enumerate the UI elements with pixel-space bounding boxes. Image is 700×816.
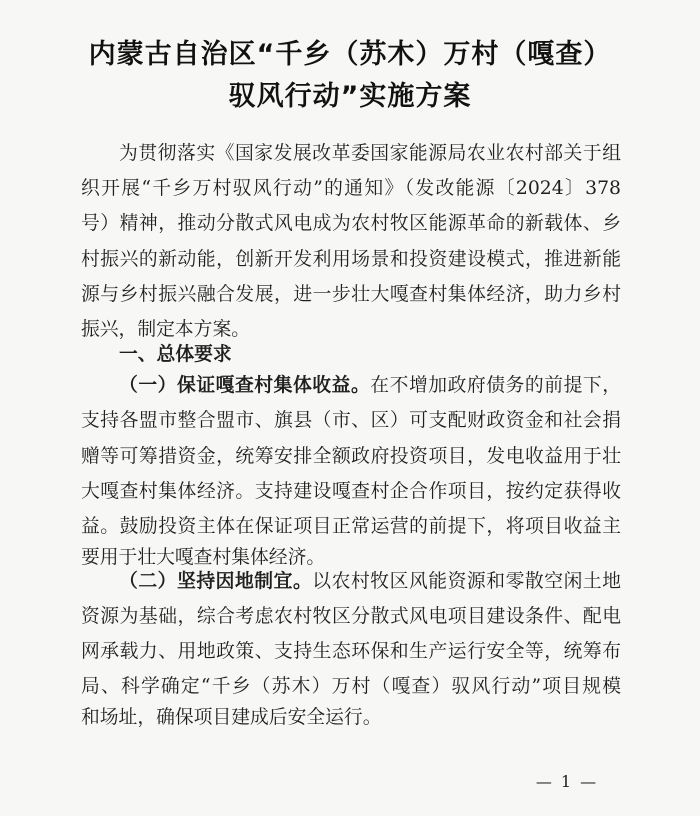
item2-line: 资源为基础，综合考虑农村牧区分散式风电项目建设条件、配电 [81, 606, 621, 627]
item1-first-line [119, 371, 621, 401]
item1-line: 益。鼓励投资主体在保证项目正常运营的前提下，将项目收益主 [81, 516, 621, 537]
item1-lead: （一）保证嘎查村集体收益。 [119, 375, 371, 396]
item2-lead: （二）坚持因地制宜。 [119, 571, 313, 592]
item2-line: 局、科学确定“千乡（苏木）万村（嘎查）驭风行动”项目规模 [81, 676, 621, 697]
section-heading: 一、总体要求 [119, 344, 232, 365]
document-title-line2: 驭风行动”实施方案 [228, 81, 472, 112]
page-number: — 1 — [535, 772, 599, 791]
item2-line: 网承载力、用地政策、支持生态环保和生产运行安全等，统筹布 [81, 641, 621, 662]
intro-line: 号）精神，推动分散式风电成为农村牧区能源革命的新载体、乡 [81, 213, 621, 234]
item1-line: 大嘎查村集体经济。支持建设嘎查村企合作项目，按约定获得收 [81, 481, 621, 502]
intro-line: 源与乡村振兴融合发展，进一步壮大嘎查村集体经济，助力乡村 [81, 284, 621, 305]
item2-first-line-rest: 以农村牧区风能资源和零散空闲土地 [312, 571, 622, 592]
item1-first-line-rest: 在不增加政府债务的前提下， [370, 375, 622, 396]
intro-line: 振兴，制定本方案。 [81, 319, 251, 340]
item1-line: 赠等可筹措资金，统筹安排全额政府投资项目，发电收益用于壮 [81, 446, 621, 467]
intro-line: 织开展“千乡万村驭风行动”的通知》（发改能源〔2024〕378 [81, 178, 621, 199]
intro-line: 村振兴的新动能，创新开发利用场景和投资建设模式，推进新能 [81, 249, 621, 270]
item2-first-line [119, 567, 621, 597]
item1-line: 要用于壮大嘎查村集体经济。 [81, 547, 326, 568]
item1-line: 支持各盟市整合盟市、旗县（市、区）可支配财政资金和社会捐 [81, 410, 621, 431]
document-title-line1: 内蒙古自治区“千乡（苏木）万村（嘎查） [88, 39, 612, 70]
item2-line: 和场址，确保项目建成后安全运行。 [81, 707, 382, 728]
intro-line: 为贯彻落实《国家发展改革委国家能源局农业农村部关于组 [119, 143, 621, 164]
